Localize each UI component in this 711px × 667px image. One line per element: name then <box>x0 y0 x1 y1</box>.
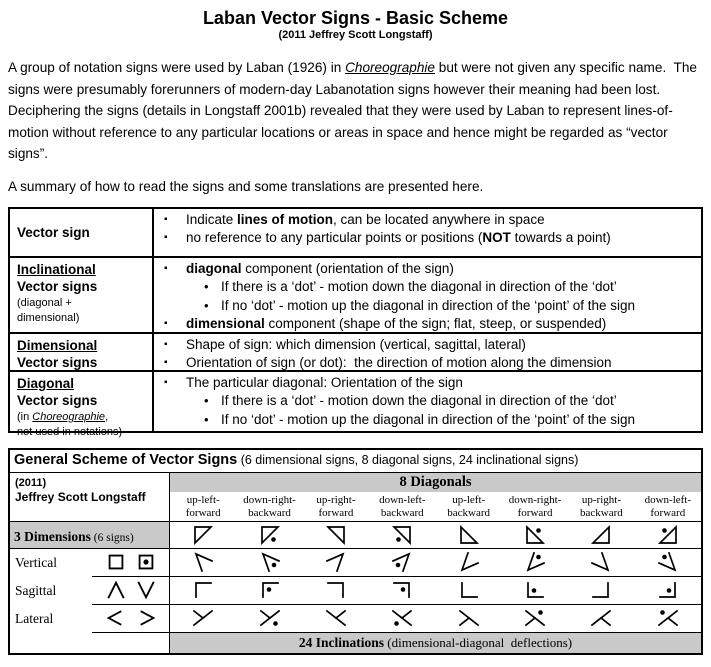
direction-label: down-left- backward <box>379 493 426 519</box>
bullet-item: ▪ no reference to any particular points or positions (NOT towards a point) <box>154 229 701 248</box>
bullet-icon: • <box>204 279 209 295</box>
sign-lat-miss-br-dot <box>236 605 302 633</box>
sign-diag-tr <box>303 522 369 548</box>
bullet-item: • If there is a ‘dot’ - motion down the diagonal in direction of the ‘dot’ <box>154 392 701 411</box>
dimensions-label-note: (6 signs) <box>90 531 134 544</box>
v-br-dot-icon <box>655 550 681 574</box>
bullet-icon: • <box>204 393 209 409</box>
author-cell <box>10 473 170 521</box>
sign-diag-br <box>568 522 634 548</box>
page-subtitle: (2011 Jeffrey Scott Longstaff) <box>278 29 433 41</box>
diagonal-signs-row <box>170 522 701 548</box>
sign-corner-tl <box>170 577 236 605</box>
square-icon <box>105 551 127 573</box>
table1-row-content <box>154 372 701 431</box>
intro-paragraph-2: A summary of how to read the signs and some translations are presented here. <box>8 178 484 194</box>
sign-v-tl-dot <box>236 549 302 577</box>
table2-title-bold: General Scheme of Vector Signs <box>14 451 238 468</box>
table2-header <box>10 473 701 522</box>
intro-paragraph-1: A group of notation signs were used by Laban (1926) in Choreographie but were not given any specific name. The signs were presumably forerunners of modern-day Labanotation signs however their meaning had been lost. Deciphering the signs (details in Longstaff 2001b) revealed that they were used by Laban to represent lines-of-motion without reference to any particular locations or areas in space and hence might be regarded as “vector signs”. <box>8 60 697 162</box>
bullet-icon: ▪ <box>164 213 168 225</box>
table1-row <box>10 209 701 256</box>
diag-bl-dot-icon <box>522 523 548 547</box>
v-tl-dot-icon <box>257 550 283 574</box>
table1-row <box>10 332 701 370</box>
bullet-icon: ▪ <box>164 232 168 244</box>
table1-body <box>10 209 701 438</box>
v-tr-icon <box>323 550 349 574</box>
corner-tl-dot-icon <box>257 578 283 602</box>
sign-diag-tl-dot <box>236 522 302 548</box>
inclination-signs-lateral <box>170 605 701 633</box>
corner-br-dot-icon <box>655 578 681 602</box>
wedge-down-icon <box>135 579 157 601</box>
direction-label: up-right- forward <box>316 493 356 519</box>
direction-label: up-left- forward <box>185 493 221 519</box>
sign-lat-miss-bl-dot <box>369 605 435 633</box>
angle-right-icon <box>135 607 159 629</box>
bullet-item: ▪ Shape of sign: which dimension (vertical, sagittal, lateral) <box>154 336 701 355</box>
sign-lat-miss-tr <box>436 605 502 633</box>
sign-corner-tr <box>303 577 369 605</box>
dimension-row-lateral <box>10 605 701 633</box>
bullet-item: ▪ Orientation of sign (or dot): the direction of motion along the dimension <box>154 354 701 370</box>
dimensions-label-bold: 3 Dimensions <box>14 528 91 544</box>
table1-row-content <box>154 258 701 332</box>
bullet-item: ▪ diagonal component (orientation of the sign) <box>154 260 701 279</box>
corner-tr-dot-icon <box>389 578 415 602</box>
square-dot-icon <box>135 551 157 573</box>
dimension-row-sagittal <box>10 577 701 605</box>
sign-corner-br-dot <box>635 577 701 605</box>
table1-row-header: Vector sign <box>10 209 154 256</box>
inclination-signs-sagittal <box>170 577 701 605</box>
diag-bl-icon <box>456 523 482 547</box>
wedge-up-icon <box>105 579 127 601</box>
sign-diag-bl <box>436 522 502 548</box>
sign-lat-miss-br <box>170 605 236 633</box>
inclinations-label-note: (dimensional-diagonal deflections) <box>384 634 573 650</box>
bullet-icon: ▪ <box>164 318 168 330</box>
sign-corner-br <box>568 577 634 605</box>
dimensions-row <box>10 522 701 549</box>
sign-corner-bl-dot <box>502 577 568 605</box>
row-label-vertical: Vertical <box>15 554 57 570</box>
page-title: Laban Vector Signs - Basic Scheme <box>202 8 509 28</box>
dimension-row-vertical <box>10 549 701 577</box>
v-tr-dot-icon <box>389 550 415 574</box>
direction-label: down-right- forward <box>508 493 562 519</box>
lat-miss-bl-icon <box>322 606 350 630</box>
sign-v-tr-dot <box>369 549 435 577</box>
bullet-item: ▪ Indicate lines of motion, can be located anywhere in space <box>154 211 701 230</box>
sign-v-br <box>568 549 634 577</box>
angle-left-icon <box>103 607 127 629</box>
lat-miss-tl-dot-icon <box>654 606 682 630</box>
corner-bl-dot-icon <box>522 578 548 602</box>
sign-lat-miss-tr-dot <box>502 605 568 633</box>
sign-v-bl-dot <box>502 549 568 577</box>
bullet-item: • If no ‘dot’ - motion up the diagonal in direction of the ‘point’ of the sign <box>154 297 701 316</box>
table2-body <box>10 549 701 633</box>
inclinations-band <box>170 633 701 653</box>
sign-v-br-dot <box>635 549 701 577</box>
sign-corner-bl <box>436 577 502 605</box>
sign-diag-tl <box>170 522 236 548</box>
dimensional-signs-sagittal <box>92 577 170 605</box>
lat-miss-br-dot-icon <box>256 606 284 630</box>
inclinations-footer <box>10 633 701 653</box>
inclinations-label-bold: 24 Inclinations <box>298 634 385 650</box>
sign-v-tl <box>170 549 236 577</box>
table1-row-content <box>154 334 701 370</box>
table1-row <box>10 370 701 438</box>
dimensional-signs-lateral <box>92 605 170 633</box>
diag-tr-icon <box>323 523 349 547</box>
bullet-item: ▪ The particular diagonal: Orientation of the sign <box>154 374 701 393</box>
dimensions-label-cell <box>10 522 170 548</box>
corner-tr-icon <box>323 578 349 602</box>
general-scheme-table <box>8 448 703 655</box>
sign-lat-miss-tl-dot <box>635 605 701 633</box>
direction-label: up-left- backward <box>447 493 491 519</box>
diag-tl-icon <box>190 523 216 547</box>
bullet-icon: • <box>204 411 209 427</box>
diagonals-header-area <box>170 473 701 521</box>
table1-row-header: Diagonal Vector signs (in Choreographie, not used in notations) <box>10 372 154 431</box>
footer-empty-cell <box>10 633 170 653</box>
direction-label: down-right- backward <box>243 493 296 519</box>
table2-title-note: (6 dimensional signs, 8 diagonal signs, 24 inclinational signs) <box>237 452 579 467</box>
diag-br-icon <box>588 523 614 547</box>
direction-label: down-left- forward <box>644 493 692 519</box>
author-label: Jeffrey Scott Longstaff <box>15 489 146 504</box>
bullet-icon: ▪ <box>164 338 168 350</box>
bullet-item: • If no ‘dot’ - motion up the diagonal in direction of the ‘point’ of the sign <box>154 411 701 430</box>
lat-miss-tl-icon <box>587 606 615 630</box>
corner-tl-icon <box>190 578 216 602</box>
sign-corner-tr-dot <box>369 577 435 605</box>
sign-diag-br-dot <box>635 522 701 548</box>
direction-labels <box>170 492 701 521</box>
direction-label: up-right- backward <box>580 493 623 519</box>
bullet-icon: ▪ <box>164 376 168 388</box>
diagonals-band: 8 Diagonals <box>170 473 701 492</box>
lat-miss-tr-dot-icon <box>521 606 549 630</box>
sign-v-tr <box>303 549 369 577</box>
sign-diag-bl-dot <box>502 522 568 548</box>
dimensional-signs-vertical <box>92 549 170 577</box>
lat-miss-br-icon <box>189 606 217 630</box>
diag-tr-dot-icon <box>389 523 415 547</box>
sign-v-bl <box>436 549 502 577</box>
year-label: (2011) <box>15 476 47 489</box>
bullet-icon: • <box>204 297 209 313</box>
row-label-lateral: Lateral <box>15 610 54 626</box>
bullet-item: • If there is a ‘dot’ - motion down the diagonal in direction of the ‘dot’ <box>154 278 701 297</box>
sign-corner-tl-dot <box>236 577 302 605</box>
inclination-signs-vertical <box>170 549 701 577</box>
table2-title <box>10 450 701 473</box>
lat-miss-bl-dot-icon <box>388 606 416 630</box>
diag-br-dot-icon <box>655 523 681 547</box>
row-label-sagittal: Sagittal <box>15 582 57 598</box>
lat-miss-tr-icon <box>455 606 483 630</box>
document-page <box>0 8 711 655</box>
bullet-item: ▪ dimensional component (shape of the sign; flat, steep, or suspended) <box>154 315 701 332</box>
corner-br-icon <box>588 578 614 602</box>
table1-row-header: Inclinational Vector signs (diagonal + dimensional) <box>10 258 154 332</box>
sign-lat-miss-tl <box>568 605 634 633</box>
bullet-icon: ▪ <box>164 262 168 274</box>
table1-row <box>10 256 701 332</box>
diag-tl-dot-icon <box>257 523 283 547</box>
sign-lat-miss-bl <box>303 605 369 633</box>
v-tl-icon <box>190 550 216 574</box>
table1-row-content <box>154 209 701 256</box>
corner-bl-icon <box>456 578 482 602</box>
sign-diag-tr-dot <box>369 522 435 548</box>
table1-row-header: Dimensional Vector signs <box>10 334 154 370</box>
bullet-icon: ▪ <box>164 357 168 369</box>
v-br-icon <box>588 550 614 574</box>
v-bl-icon <box>456 550 482 574</box>
reading-guide-table <box>8 207 703 438</box>
v-bl-dot-icon <box>522 550 548 574</box>
